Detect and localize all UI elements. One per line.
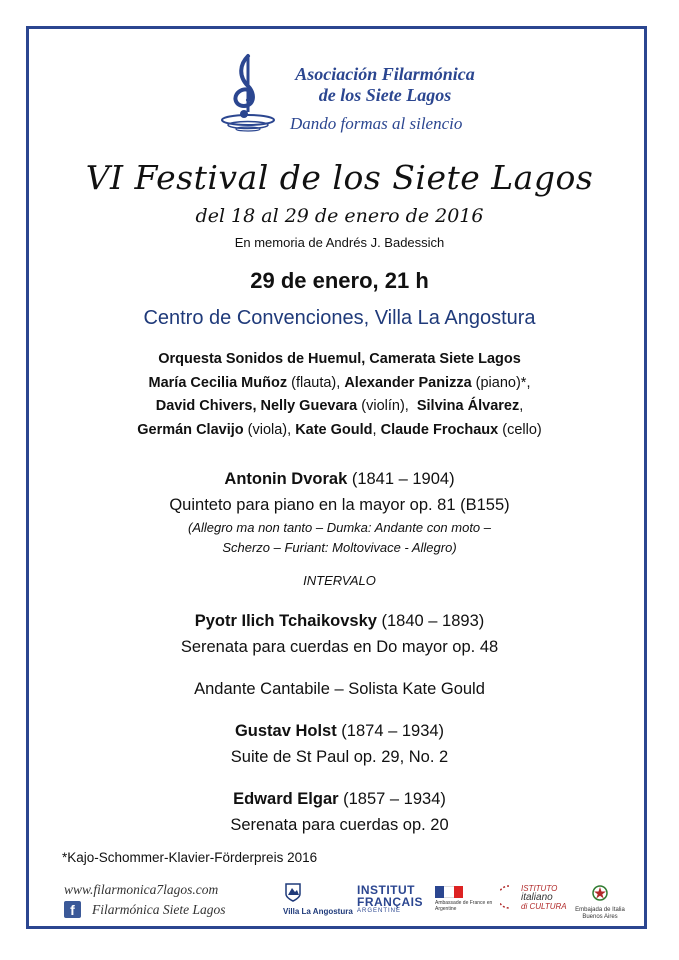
program-item-andante: Andante Cantabile – Solista Kate Gould [194,680,485,698]
iic-logo-icon [500,884,518,910]
slogan: Dando formas al silencio [290,114,463,133]
performers-line-2: María Cecilia Muñoz (flauta), Alexander Panizza (piano)*, [148,374,531,391]
association-name [270,64,500,106]
composer-name: Edward Elgar [233,790,339,808]
sponsor-villa-label: Villa La Angostura [283,907,353,916]
association-name-line2: de los Siete Lagos [318,85,452,105]
association-name-line1: Asociación Filarmónica [295,64,475,84]
composer-name: Gustav Holst [234,722,337,740]
concert-venue: Centro de Convenciones, Villa La Angostura [143,307,536,329]
program-item-tchaikovsky [0,608,679,660]
program-item-dvorak [0,466,679,558]
composer-name: Antonin Dvorak [224,470,348,488]
composer-years: (1857 – 1934) [338,790,446,808]
italian-emblem-icon [591,884,609,902]
work-title: Serenata para cuerdas op. 20 [230,816,449,834]
work-movements-line2: Scherzo – Furiant: Moltovivace - Allegro) [222,540,457,555]
performers [100,348,579,442]
intermission-label: INTERVALO [303,573,376,588]
sponsor-france-label: Ambassade de France en Argentine [435,900,493,912]
concert-date: 29 de enero, 21 h [250,268,429,293]
composer-name: Pyotr Ilich Tchaikovsky [194,612,377,630]
french-flag-icon [435,886,463,898]
sponsor-istituto-italiano: ISTITUTO italiano di CULTURA [500,884,567,911]
performers-line-3: David Chivers, Nelly Guevara (violín), Silvina Álvarez, [155,398,524,414]
facebook-icon[interactable]: f [64,901,81,918]
footnote: *Kajo-Schommer-Klavier-Förderpreis 2016 [62,850,318,865]
sponsor-institut-francais: INSTITUT FRANÇAIS ARGENTINE [357,883,423,914]
work-title: Suite de St Paul op. 29, No. 2 [230,748,449,766]
memorial-line: En memoria de Andrés J. Badessich [234,235,445,250]
sponsor-villa-la-angostura [283,882,353,916]
composer-years: (1841 – 1904) [347,470,455,488]
work-title: Serenata para cuerdas en Do mayor op. 48 [180,638,499,656]
work-movements-line1: (Allegro ma non tanto – Dumka: Andante con moto – [187,520,492,535]
festival-title: VI Festival de los Siete Lagos [85,158,594,197]
festival-dates: del 18 al 29 de enero de 2016 [195,205,484,227]
performers-line-4: Germán Clavijo (viola), Kate Gould, Claude Frochaux (cello) [137,421,542,438]
facebook-page-link[interactable]: Filarmónica Siete Lagos [92,902,226,917]
sponsor-france-embassy [435,886,493,912]
treble-clef-lake-icon [218,50,278,135]
work-title: Quinteto para piano en la mayor op. 81 (B155) [169,496,510,514]
website-link[interactable]: www.filarmonica7lagos.com [64,882,219,897]
program-item-holst [0,718,679,770]
program-item-elgar [0,786,679,838]
performers-line-1: Orquesta Sonidos de Huemul, Camerata Siete Lagos [158,351,521,367]
composer-years: (1874 – 1934) [336,722,445,740]
sponsor-italy-embassy: Embajada de Italia Buenos Aires [575,884,625,921]
mountain-shield-icon [283,882,303,902]
composer-years: (1840 – 1893) [376,612,485,630]
